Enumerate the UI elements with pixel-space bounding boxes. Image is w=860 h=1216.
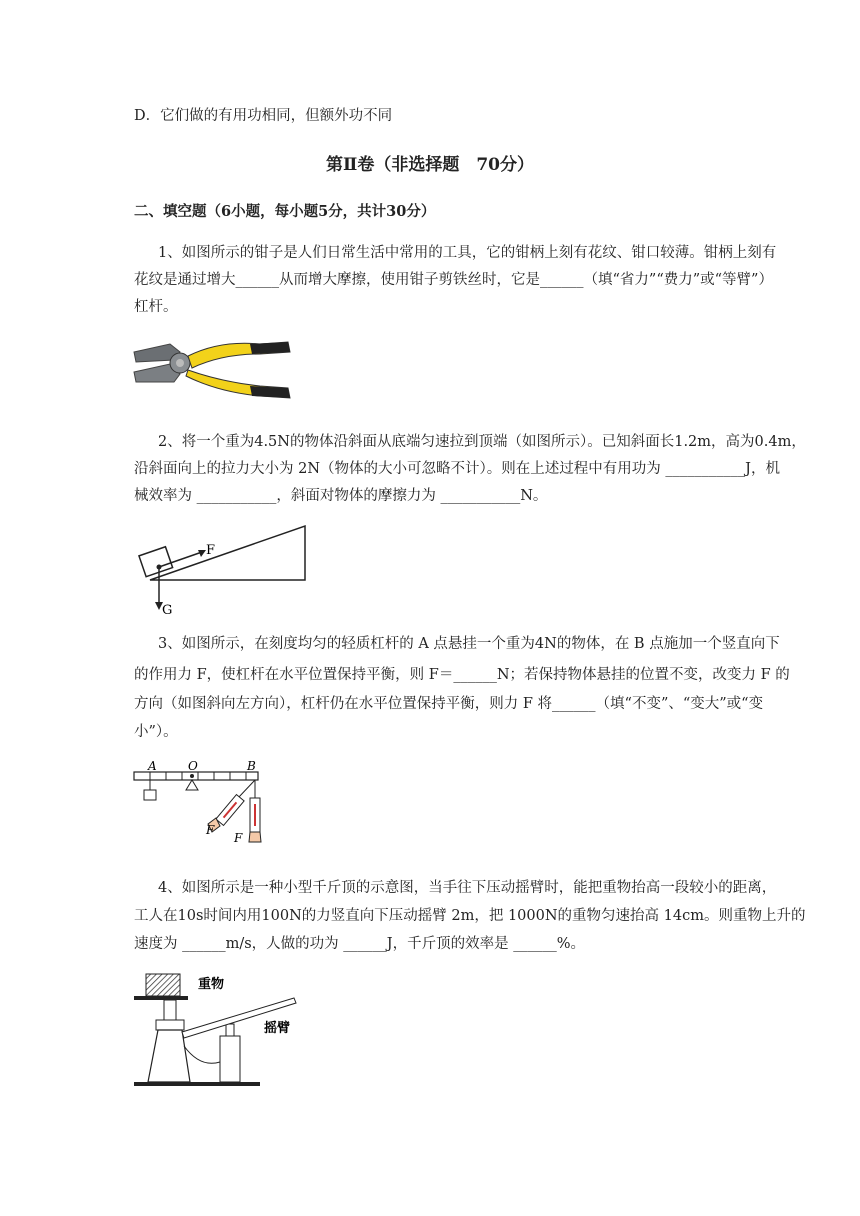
q4-line-1: 4、如图所示是一种小型千斤顶的示意图，当手往下压动摇臂时，能把重物抬高一段较小的距离， (158, 880, 777, 896)
q4-line-3: 速度为 ______m/s，人做的功为 ______J，千斤顶的效率是 ______%。 (134, 936, 585, 952)
label-b: B (247, 760, 256, 773)
label-f: F (206, 543, 216, 558)
q1-line-2: 花纹是通过增大______从而增大摩擦，使用钳子剪铁丝时，它是______（填“省力”“费力”或“等臂”） (134, 272, 773, 288)
option-d: D．它们做的有用功相同，但额外功不同 (134, 108, 393, 124)
q1-line-3: 杠杆。 (134, 299, 178, 315)
q3-line-2: 的作用力 F，使杠杆在水平位置保持平衡，则 F＝______N；若保持物体悬挂的位置不变，改变力 F 的 (134, 667, 790, 683)
section-title: 二、填空题（6小题，每小题5分，共计30分） (134, 203, 436, 220)
q2-line-1: 2、将一个重为4.5N的物体沿斜面从底端匀速拉到顶端（如图所示）。已知斜面长1.2m，高为0.4m， (158, 434, 806, 450)
label-weight: 重物 (198, 977, 225, 992)
incline-figure (130, 522, 315, 622)
jack-figure (130, 966, 305, 1090)
q2-line-3: 械效率为 ___________，斜面对物体的摩擦力为 ___________N。 (134, 488, 548, 504)
label-f2: F (234, 831, 243, 845)
q3-line-1: 3、如图所示，在刻度均匀的轻质杠杆的 A 点悬挂一个重为4N的物体，在 B 点施加一个竖直向下 (158, 636, 780, 652)
pliers-figure (130, 330, 295, 406)
label-f1: F (206, 823, 215, 837)
label-o: O (188, 760, 198, 773)
q2-line-2: 沿斜面向上的拉力大小为 2N（物体的大小可忽略不计）。则在上述过程中有用功为 ___________J，机 (134, 461, 780, 477)
q3-line-4: 小”）。 (134, 724, 178, 740)
q3-line-3: 方向（如图斜向左方向），杠杆仍在水平位置保持平衡，则力 F 将______（填“不变”、“变大”或“变 (134, 696, 764, 712)
label-g: G (162, 603, 173, 618)
q4-line-2: 工人在10s时间内用100N的力竖直向下压动摇臂 2m，把 1000N的重物匀速抬高 14cm。则重物上升的 (134, 908, 806, 924)
lever-figure (130, 760, 270, 852)
part-title: 第Ⅱ卷（非选择题 70分） (326, 155, 534, 175)
label-arm: 摇臂 (264, 1021, 291, 1036)
label-a: A (148, 760, 157, 773)
q1-line-1: 1、如图所示的钳子是人们日常生活中常用的工具，它的钳柄上刻有花纹、钳口较薄。钳柄上刻有 (158, 245, 777, 261)
